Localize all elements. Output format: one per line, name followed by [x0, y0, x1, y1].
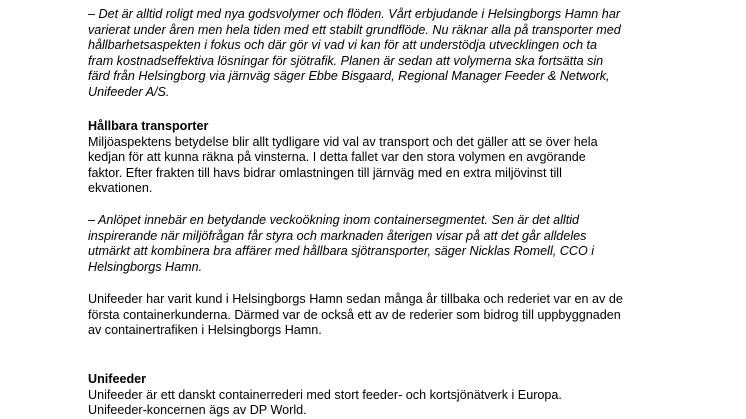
text-line: ekvationen.: [88, 181, 153, 196]
text-line: – Anlöpet innebär en betydande veckoökning inom containersegmentet. Sen är det alltid: [88, 213, 580, 227]
section-heading: Unifeeder: [88, 372, 147, 386]
text-line: – Det är alltid roligt med nya godsvolymer och flöden. Vårt erbjudande i Helsingborgs Hamn har: [88, 7, 621, 21]
text-line: första containerkunderna. Därmed var de också ett av de rederier som bidrog till uppbyggnaden: [88, 307, 621, 322]
text-line: Unifeeder A/S.: [88, 84, 170, 99]
text-line: faktor. Efter frakten till havs bidrar omlastningen till järnväg med en extra miljövinst till: [88, 165, 562, 180]
text-line: av containertrafiken i Helsingborgs Hamn.: [88, 323, 322, 338]
text-line: hållbarhetsaspekten i fokus och där gör vi vad vi kan för att understödja utvecklingen och ta: [88, 38, 597, 53]
text-line: varierat under åren men hela tiden med ett stabilt grundflöde. Nu räknar alla på transporter med: [88, 22, 621, 37]
section-heading: Hållbara transporter: [88, 119, 209, 133]
text-line: färd från Helsingborg via järnväg säger Ebbe Bisgaard, Regional Manager Feeder & Network,: [88, 69, 610, 84]
paragraph-customer-history: [88, 292, 688, 339]
text-line: Helsingborgs Hamn.: [88, 259, 203, 274]
section-unifeeder: [88, 372, 688, 419]
quote-ebbe-bisgaard: [88, 7, 688, 101]
text-line: inspirerande när miljöfrågan får styra och marknaden återigen visar på att det går alldeles: [88, 228, 587, 243]
text-line: Unifeeder-koncernen ägs av DP World.: [88, 403, 307, 418]
text-line: utmärkt att kombinera bra affärer med hållbara sjötransporter, säger Nicklas Romell, CCO i: [88, 244, 595, 259]
text-line: Miljöaspektens betydelse blir allt tydligare vid val av transport och det gäller att se över hela: [88, 134, 598, 149]
text-line: kedjan för att kunna räkna på vinsterna. I detta fallet var den stora volymen en avgörande: [88, 150, 586, 165]
quote-nicklas-romell: [88, 213, 688, 275]
text-line: fram kostnadseffektiva lösningar för sjötrafik. Planen är sedan att volymerna ska fortsätta sin: [88, 53, 604, 68]
text-line: Unifeeder är ett danskt containerrederi med stort feeder- och kortsjönätverk i Europa.: [88, 387, 562, 402]
text-line: Unifeeder har varit kund i Helsingborgs Hamn sedan många år tillbaka och rederiet var en av de: [88, 292, 623, 306]
section-sustainable-transport: [88, 119, 688, 197]
